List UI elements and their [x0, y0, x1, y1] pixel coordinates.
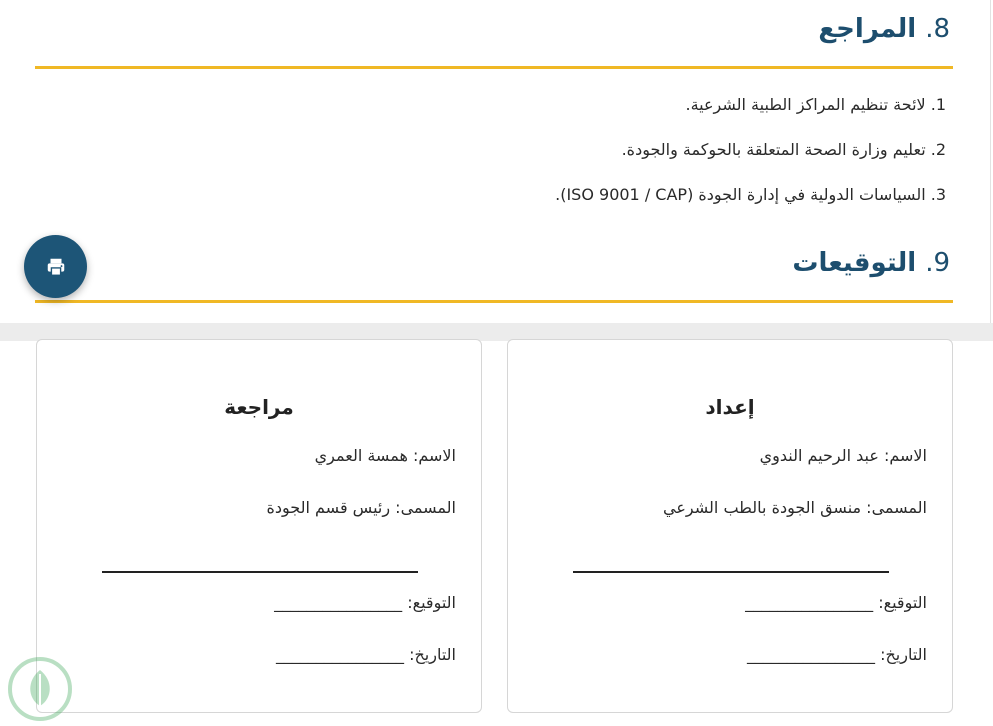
signatures-number: 9.	[925, 248, 950, 278]
preparation-signature-line	[573, 571, 889, 573]
preparation-name: الاسم: عبد الرحيم الندوي	[759, 446, 927, 465]
references-number: 8.	[925, 14, 950, 44]
references-list	[555, 92, 946, 227]
review-position: المسمى: رئيس قسم الجودة	[266, 498, 456, 517]
leaf-logo-icon	[5, 654, 75, 724]
review-signature-line	[102, 571, 418, 573]
references-divider	[35, 66, 953, 69]
preparation-card	[507, 339, 953, 713]
signatures-divider	[35, 300, 953, 303]
reference-item: 2. تعليم وزارة الصحة المتعلقة بالحوكمة والجودة.	[621, 140, 946, 159]
printer-icon	[45, 256, 67, 278]
print-button[interactable]	[24, 235, 87, 298]
signatures-title: التوقيعات	[792, 248, 917, 278]
review-title: مراجعة	[224, 395, 294, 419]
reference-item: 1. لائحة تنظيم المراكز الطبية الشرعية.	[685, 95, 946, 114]
preparation-signature: التوقيع: ________________	[745, 593, 927, 612]
preparation-title: إعداد	[705, 395, 755, 419]
document-panel	[0, 0, 991, 323]
preparation-date: التاريخ: ________________	[746, 645, 927, 664]
references-title: المراجع	[818, 14, 917, 44]
signatures-heading	[792, 248, 950, 278]
review-name: الاسم: همسة العمري	[314, 446, 456, 465]
preparation-position: المسمى: منسق الجودة بالطب الشرعي	[663, 498, 927, 517]
review-card	[36, 339, 482, 713]
reference-item: 3. السياسات الدولية في إدارة الجودة (ISO 9001 / CAP).	[555, 185, 946, 204]
review-date: التاريخ: ________________	[275, 645, 456, 664]
references-heading	[818, 14, 950, 44]
review-signature: التوقيع: ________________	[274, 593, 456, 612]
